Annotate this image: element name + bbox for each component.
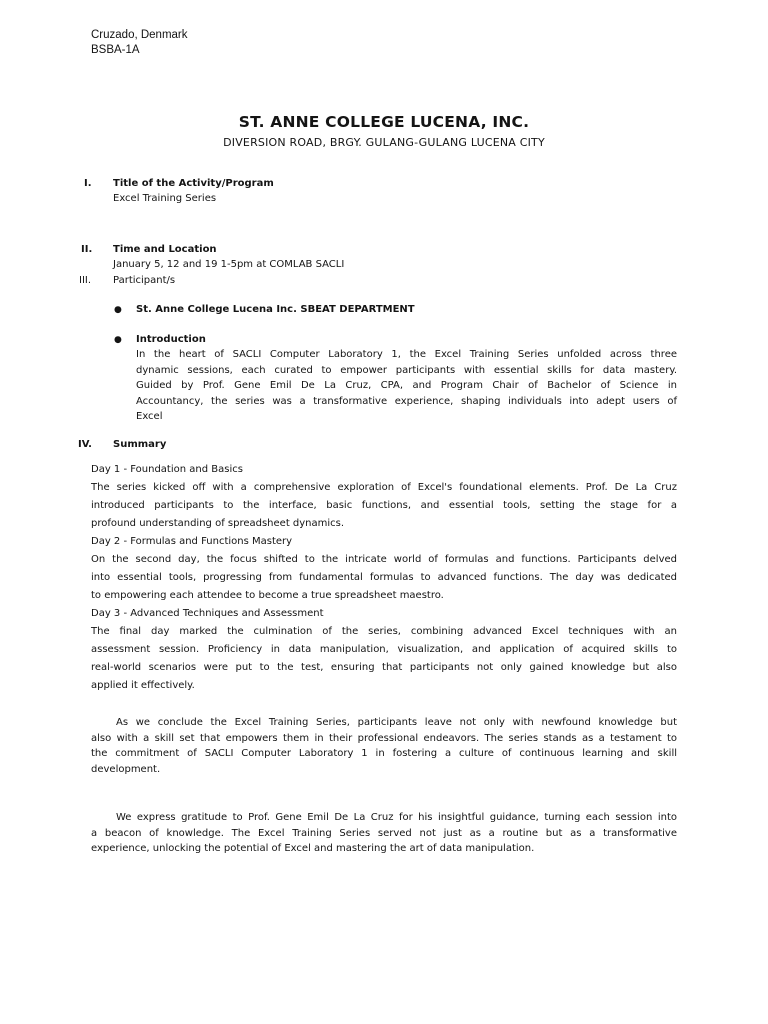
day-1-line: The series kicked off with a comprehensive exploration of Excel's foundational elements. Prof. De La Cruz	[91, 482, 677, 493]
author-name: Cruzado, Denmark	[91, 29, 188, 41]
day-3-line: real-world scenarios were put to the test, ensuring that participants not only gained knowledge but also	[91, 662, 677, 673]
section-3-numeral: III.	[79, 275, 92, 286]
day-3-title: Day 3 - Advanced Techniques and Assessment	[91, 608, 324, 619]
intro-line: In the heart of SACLI Computer Laboratory 1, the Excel Training Series unfolded across three	[136, 349, 677, 360]
day-2-line: into essential tools, progressing from fundamental formulas to advanced functions. The day was dedicated	[91, 572, 677, 583]
summary-block	[91, 461, 677, 695]
section-1-heading: Title of the Activity/Program	[113, 178, 274, 189]
section-3-heading: Participant/s	[113, 275, 176, 286]
day-2-title: Day 2 - Formulas and Functions Mastery	[91, 536, 293, 547]
conclusion-paragraph-1	[91, 715, 677, 777]
section-2-heading: Time and Location	[113, 244, 217, 255]
author-block	[91, 28, 188, 58]
intro-paragraph	[136, 347, 677, 425]
intro-line: Accountancy, the series was a transformative experience, shaping individuals into adept users of	[136, 395, 677, 407]
intro-line: dynamic sessions, each curated to empower participants with essential skills for data mastery.	[136, 364, 677, 376]
intro-line: Guided by Prof. Gene Emil De La Cruz, CPA, and Program Chair of Bachelor of Science in	[136, 380, 677, 391]
day-1-title: Day 1 - Foundation and Basics	[91, 464, 243, 475]
gratitude-line: a beacon of knowledge. The Excel Training Series served not just as a routine but as a transformative	[91, 827, 677, 839]
conclusion-line: the commitment of SACLI Computer Laboratory 1 in fostering a culture of continuous learning and skill	[91, 748, 677, 759]
day-2-line: On the second day, the focus shifted to the intricate world of formulas and functions. Participants delved	[91, 554, 677, 565]
intro-line: Excel	[136, 411, 163, 422]
day-3-line: assessment session. Proficiency in data manipulation, visualization, and application of acquired skills to	[91, 644, 677, 655]
day-2-line: to empowering each attendee to become a true spreadsheet maestro.	[91, 590, 444, 601]
day-3-line: applied it effectively.	[91, 680, 195, 691]
participants-bullet: St. Anne College Lucena Inc. SBEAT DEPARTMENT	[136, 304, 415, 315]
conclusion-paragraph-2	[91, 810, 677, 857]
section-1-value: Excel Training Series	[113, 193, 217, 204]
intro-heading: Introduction	[136, 334, 206, 345]
author-section: BSBA-1A	[91, 44, 140, 56]
section-4-numeral: IV.	[78, 439, 92, 450]
bullet-icon: ●	[114, 305, 122, 315]
day-1-line: introduced participants to the interface, basic functions, and essential tools, setting the stage for a	[91, 500, 677, 511]
gratitude-line: We express gratitude to Prof. Gene Emil De La Cruz for his insightful guidance, turning each session into	[116, 812, 677, 823]
conclusion-line: development.	[91, 763, 161, 775]
school-name: ST. ANNE COLLEGE LUCENA, INC.	[238, 113, 530, 131]
bullet-icon: ●	[114, 335, 122, 345]
day-1-line: profound understanding of spreadsheet dynamics.	[91, 518, 345, 529]
conclusion-line: also with a skill set that empowers them in their professional endeavors. The series stands as a testament to	[91, 732, 677, 744]
section-4-heading: Summary	[113, 439, 167, 450]
day-3-line: The final day marked the culmination of the series, combining advanced Excel techniques with an	[91, 626, 677, 637]
section-1-numeral: I.	[84, 178, 92, 189]
gratitude-line: experience, unlocking the potential of Excel and mastering the art of data manipulation.	[91, 843, 535, 854]
conclusion-line: As we conclude the Excel Training Series, participants leave not only with newfound knowledge but	[116, 717, 677, 728]
section-2-value: January 5, 12 and 19 1-5pm at COMLAB SACLI	[113, 259, 345, 270]
school-address: DIVERSION ROAD, BRGY. GULANG-GULANG LUCENA CITY	[223, 136, 545, 149]
section-2-numeral: II.	[81, 244, 93, 255]
